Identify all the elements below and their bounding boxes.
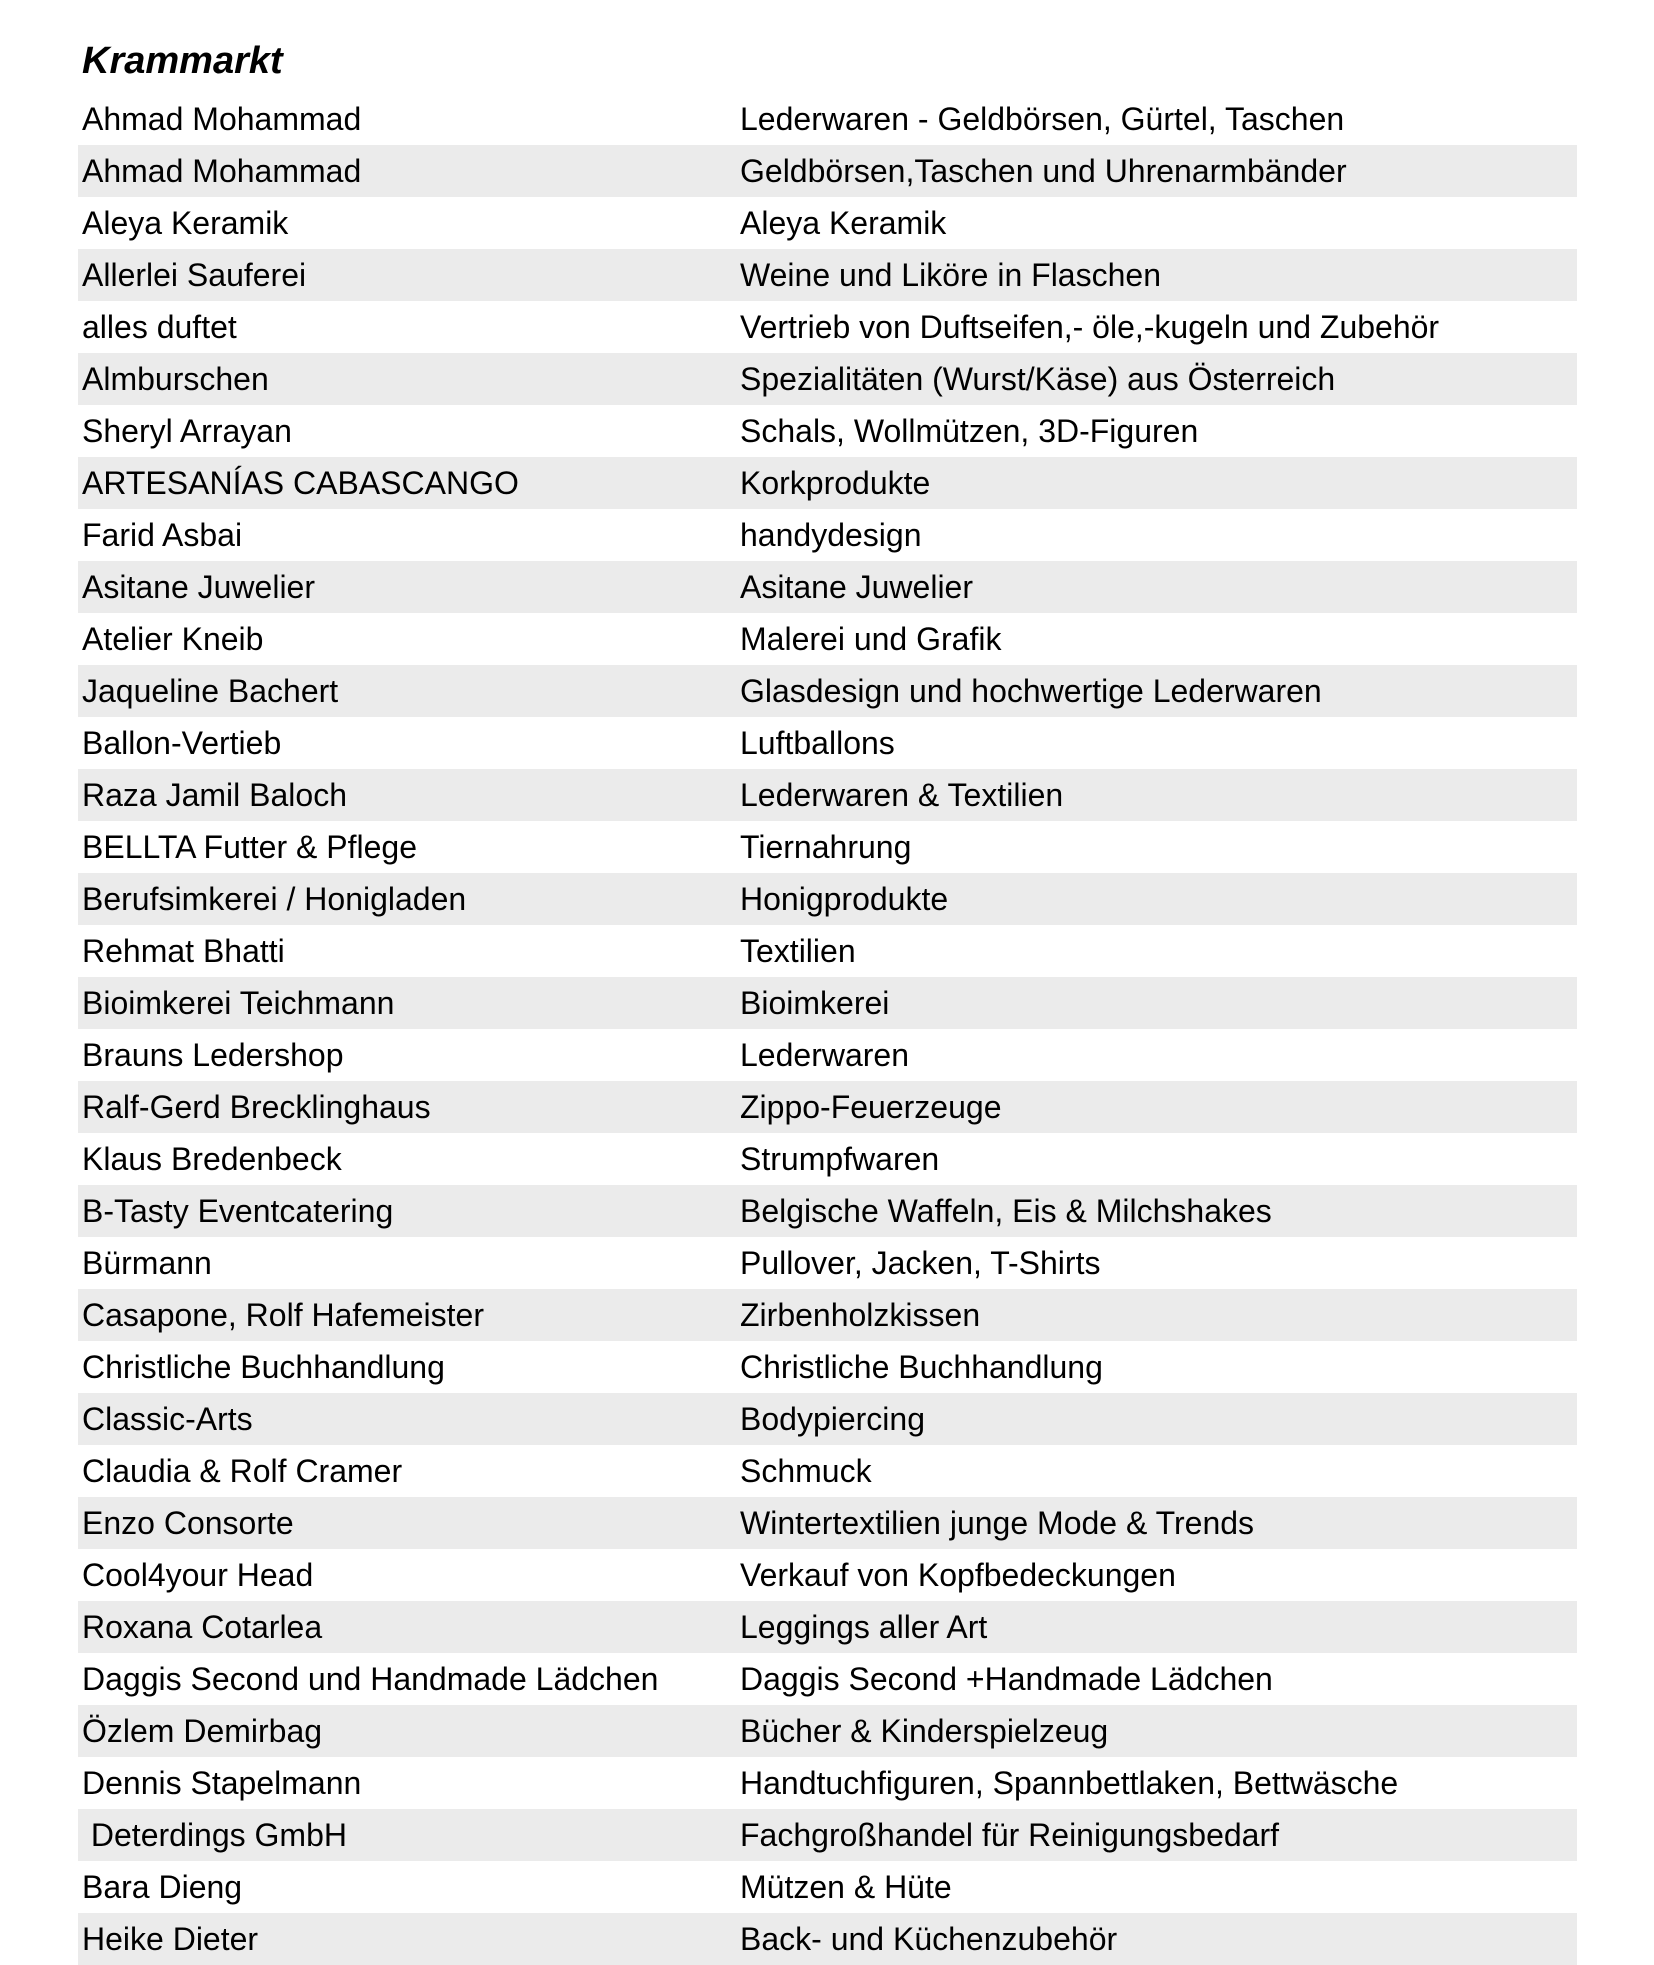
- table-row: [78, 1029, 1577, 1081]
- table-row: [78, 1497, 1577, 1549]
- vendor-offering-cell: Verkauf von Kopfbedeckungen: [740, 1557, 1176, 1593]
- vendor-offering-cell: Back- und Küchenzubehör: [740, 1921, 1118, 1957]
- vendor-offering-cell: Leggings aller Art: [740, 1609, 988, 1645]
- vendor-table: [78, 93, 1577, 1965]
- table-row: [78, 1445, 1577, 1497]
- vendor-name-cell: Ballon-Vertieb: [82, 725, 282, 761]
- table-row: [78, 1393, 1577, 1445]
- vendor-name-cell: Bara Dieng: [82, 1869, 243, 1905]
- vendor-name-cell: Ahmad Mohammad: [82, 153, 362, 189]
- vendor-offering-cell: Bücher & Kinderspielzeug: [740, 1713, 1109, 1749]
- table-row: [78, 1757, 1577, 1809]
- vendor-offering-cell: Spezialitäten (Wurst/Käse) aus Österreich: [740, 361, 1336, 397]
- vendor-name-cell: Bioimkerei Teichmann: [82, 985, 395, 1021]
- vendor-name-cell: Ralf-Gerd Brecklinghaus: [82, 1089, 431, 1125]
- vendor-offering-cell: Handtuchfiguren, Spannbettlaken, Bettwäsche: [740, 1765, 1399, 1801]
- table-row: [78, 1809, 1577, 1861]
- table-row: [78, 1705, 1577, 1757]
- table-row: [78, 249, 1577, 301]
- table-row: [78, 1237, 1577, 1289]
- table-row: [78, 717, 1577, 769]
- vendor-offering-cell: Christliche Buchhandlung: [740, 1349, 1103, 1385]
- vendor-name-cell: Raza Jamil Baloch: [82, 777, 347, 813]
- vendor-name-cell: Claudia & Rolf Cramer: [82, 1453, 403, 1489]
- vendor-offering-cell: Belgische Waffeln, Eis & Milchshakes: [740, 1193, 1272, 1229]
- vendor-offering-cell: Fachgroßhandel für Reinigungsbedarf: [740, 1817, 1279, 1853]
- vendor-name-cell: Enzo Consorte: [82, 1505, 294, 1541]
- vendor-name-cell: BELLTA Futter & Pflege: [82, 829, 417, 865]
- vendor-name-cell: Aleya Keramik: [82, 205, 289, 241]
- vendor-offering-cell: Weine und Liköre in Flaschen: [740, 257, 1161, 293]
- vendor-name-cell: Cool4your Head: [82, 1557, 314, 1593]
- vendor-name-cell: Christliche Buchhandlung: [82, 1349, 445, 1385]
- vendor-offering-cell: Geldbörsen,Taschen und Uhrenarmbänder: [740, 153, 1347, 189]
- table-row: [78, 1185, 1577, 1237]
- table-row: [78, 613, 1577, 665]
- table-row: [78, 1861, 1577, 1913]
- vendor-offering-cell: Glasdesign und hochwertige Lederwaren: [740, 673, 1322, 709]
- vendor-offering-cell: Vertrieb von Duftseifen,- öle,-kugeln und Zubehör: [740, 309, 1440, 345]
- table-row: [78, 405, 1577, 457]
- vendor-offering-cell: Zippo-Feuerzeuge: [740, 1089, 1002, 1125]
- vendor-offering-cell: Textilien: [740, 933, 856, 969]
- vendor-name-cell: Allerlei Sauferei: [82, 257, 307, 293]
- vendor-offering-cell: Honigprodukte: [740, 881, 949, 917]
- table-row: [78, 1289, 1577, 1341]
- vendor-name-cell: Brauns Ledershop: [82, 1037, 344, 1073]
- vendor-name-cell: Dennis Stapelmann: [82, 1765, 362, 1801]
- vendor-name-cell: Jaqueline Bachert: [82, 673, 339, 709]
- vendor-name-cell: Atelier Kneib: [82, 621, 264, 657]
- vendor-offering-cell: Wintertextilien junge Mode & Trends: [740, 1505, 1255, 1541]
- vendor-name-cell: Daggis Second und Handmade Lädchen: [82, 1661, 659, 1697]
- vendor-name-cell: Roxana Cotarlea: [82, 1609, 323, 1645]
- vendor-offering-cell: Bioimkerei: [740, 985, 890, 1021]
- vendor-name-cell: Almburschen: [82, 361, 269, 397]
- vendor-name-cell: Sheryl Arrayan: [82, 413, 292, 449]
- vendor-offering-cell: Schals, Wollmützen, 3D-Figuren: [740, 413, 1199, 449]
- table-row: [78, 769, 1577, 821]
- table-row: [78, 561, 1577, 613]
- vendor-name-cell: Özlem Demirbag: [82, 1713, 323, 1749]
- vendor-offering-cell: Pullover, Jacken, T-Shirts: [740, 1245, 1101, 1281]
- table-row: [78, 145, 1577, 197]
- vendor-offering-cell: Mützen & Hüte: [740, 1869, 952, 1905]
- vendor-name-cell: Farid Asbai: [82, 517, 243, 553]
- vendor-name-cell: Deterdings GmbH: [82, 1817, 347, 1853]
- table-row: [78, 353, 1577, 405]
- vendor-name-cell: Rehmat Bhatti: [82, 933, 285, 969]
- vendor-offering-cell: handydesign: [740, 517, 922, 553]
- vendor-offering-cell: Strumpfwaren: [740, 1141, 940, 1177]
- vendor-name-cell: Klaus Bredenbeck: [82, 1141, 342, 1177]
- vendor-offering-cell: Bodypiercing: [740, 1401, 925, 1437]
- vendor-offering-cell: Zirbenholzkissen: [740, 1297, 981, 1333]
- vendor-name-cell: Casapone, Rolf Hafemeister: [82, 1297, 484, 1333]
- vendor-offering-cell: Daggis Second +Handmade Lädchen: [740, 1661, 1273, 1697]
- table-row: [78, 301, 1577, 353]
- vendor-offering-cell: Schmuck: [740, 1453, 872, 1489]
- table-row: [78, 93, 1577, 145]
- vendor-offering-cell: Luftballons: [740, 725, 895, 761]
- table-row: [78, 1133, 1577, 1185]
- vendor-offering-cell: Korkprodukte: [740, 465, 931, 501]
- vendor-name-cell: Classic-Arts: [82, 1401, 253, 1437]
- vendor-name-cell: Berufsimkerei / Honigladen: [82, 881, 467, 917]
- table-row: [78, 977, 1577, 1029]
- vendor-name-cell: Asitane Juwelier: [82, 569, 315, 605]
- vendor-offering-cell: Lederwaren - Geldbörsen, Gürtel, Taschen: [740, 101, 1345, 137]
- page-title: Krammarkt: [82, 40, 283, 82]
- table-row: [78, 1913, 1577, 1965]
- vendor-name-cell: alles duftet: [82, 309, 237, 345]
- table-row: [78, 665, 1577, 717]
- table-row: [78, 1081, 1577, 1133]
- table-row: [78, 821, 1577, 873]
- vendor-offering-cell: Tiernahrung: [740, 829, 912, 865]
- table-row: [78, 1653, 1577, 1705]
- table-row: [78, 1601, 1577, 1653]
- vendor-name-cell: ARTESANÍAS CABASCANGO: [82, 465, 519, 501]
- table-row: [78, 1549, 1577, 1601]
- vendor-offering-cell: Aleya Keramik: [740, 205, 947, 241]
- table-row: [78, 509, 1577, 561]
- table-row: [78, 457, 1577, 509]
- table-row: [78, 925, 1577, 977]
- vendor-offering-cell: Lederwaren & Textilien: [740, 777, 1064, 813]
- vendor-name-cell: Bürmann: [82, 1245, 212, 1281]
- table-row: [78, 1341, 1577, 1393]
- table-row: [78, 197, 1577, 249]
- vendor-name-cell: Ahmad Mohammad: [82, 101, 362, 137]
- vendor-offering-cell: Lederwaren: [740, 1037, 909, 1073]
- vendor-offering-cell: Asitane Juwelier: [740, 569, 973, 605]
- table-row: [78, 873, 1577, 925]
- vendor-name-cell: Heike Dieter: [82, 1921, 259, 1957]
- vendor-offering-cell: Malerei und Grafik: [740, 621, 1002, 657]
- vendor-name-cell: B-Tasty Eventcatering: [82, 1193, 394, 1229]
